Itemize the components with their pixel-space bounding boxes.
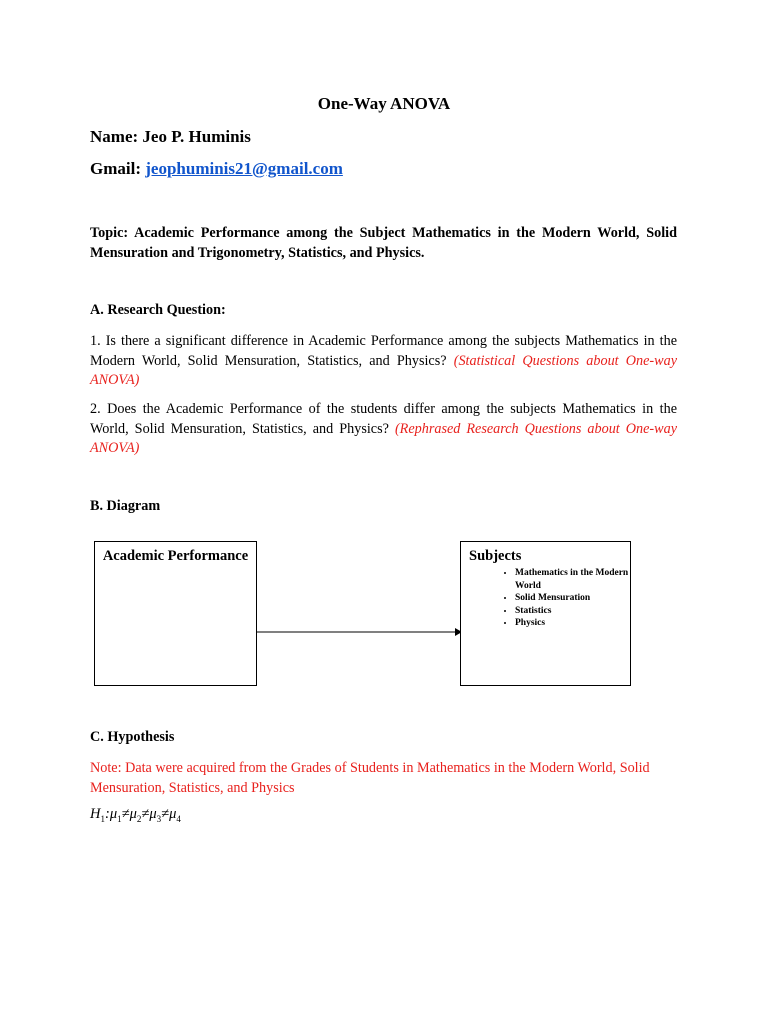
subject-item: • Statistics bbox=[515, 605, 630, 618]
name-line bbox=[90, 127, 251, 147]
question-2-text: 2. Does the Academic Performance of the students differ among the subjects Mathematics in the World, Solid Mensuration, Statistics, and Physics? bbox=[90, 401, 677, 437]
academic-performance-label: Academic Performance bbox=[102, 548, 249, 564]
research-heading: A. Research Question: bbox=[90, 302, 226, 318]
research-question-2 bbox=[90, 400, 677, 459]
question-1-note: (Statistical Questions about One-way ANOVA) bbox=[90, 352, 678, 388]
hypothesis-note: Note: Data were acquired from the Grades of Students in Mathematics in the Modern World, Solid Mensuration, Statistics, and Physics bbox=[90, 760, 650, 796]
question-2-note: (Rephrased Research Questions about One-way ANOVA) bbox=[90, 420, 677, 456]
formula-neq: ≠ bbox=[121, 806, 130, 822]
subjects-label: Subjects bbox=[469, 548, 522, 564]
gmail-link[interactable]: jeophuminis21@gmail.com bbox=[145, 159, 343, 178]
diagram-heading: B. Diagram bbox=[90, 498, 161, 514]
subjects-list bbox=[461, 567, 630, 630]
diagram-arrow bbox=[257, 625, 462, 639]
formula-mu-sub: 4 bbox=[176, 813, 181, 824]
subject-item: • Solid Mensuration bbox=[515, 592, 630, 605]
formula-colon: : bbox=[104, 806, 110, 822]
subject-item: • Mathematics in the Modern World bbox=[515, 567, 630, 592]
formula-mu: μ bbox=[109, 806, 118, 822]
formula-neq: ≠ bbox=[161, 806, 170, 822]
hypothesis-heading: C. Hypothesis bbox=[90, 729, 175, 745]
gmail-label: Gmail: bbox=[90, 159, 141, 178]
document-title: One-Way ANOVA bbox=[317, 94, 451, 113]
formula-mu: μ bbox=[149, 806, 157, 822]
formula-mu-sub: 3 bbox=[156, 813, 162, 824]
hypothesis-formula bbox=[90, 806, 181, 824]
formula-mu: μ bbox=[129, 806, 137, 822]
formula-mu-sub: 2 bbox=[136, 813, 142, 824]
formula-neq: ≠ bbox=[141, 806, 150, 822]
academic-performance-box bbox=[94, 541, 257, 686]
formula-mu-sub: 1 bbox=[117, 813, 122, 824]
subjects-box bbox=[460, 541, 631, 686]
formula-mu: μ bbox=[169, 806, 177, 822]
research-question-1 bbox=[90, 332, 677, 391]
name-value: Jeo P. Huminis bbox=[142, 127, 251, 146]
name-label: Name: bbox=[90, 127, 139, 146]
topic-paragraph: Topic: Academic Performance among the Subject Mathematics in the Modern World, Solid Mensuration and Trigonometry, Statistics, and Physics. bbox=[90, 225, 677, 261]
formula-h-sub: 1 bbox=[100, 813, 105, 824]
question-1-text: 1. Is there a significant difference in Academic Performance among the subjects Mathematics in the Modern World, Solid Mensuration, Statistics, and Physics? bbox=[90, 333, 677, 369]
gmail-line bbox=[90, 159, 343, 179]
formula-h: H bbox=[90, 806, 101, 822]
subject-item: • Physics bbox=[515, 617, 630, 630]
